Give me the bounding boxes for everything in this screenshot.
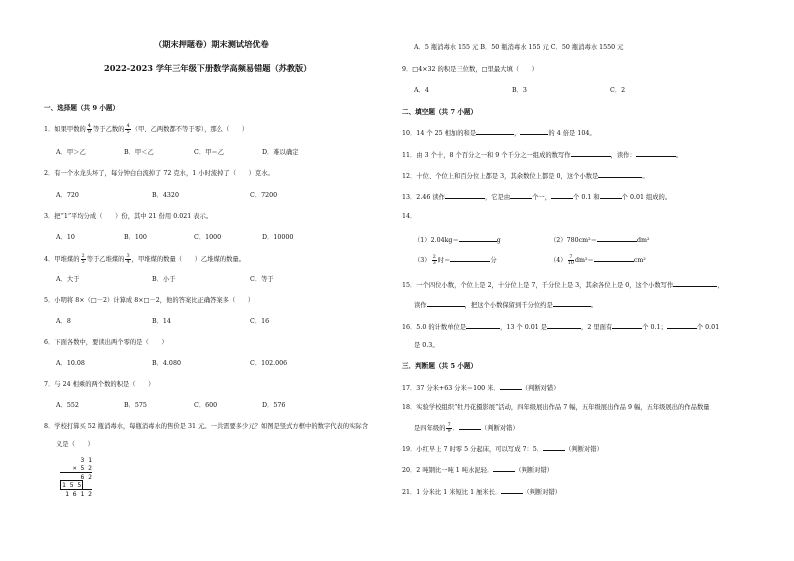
vertical-multiplication (60, 456, 92, 498)
q2-option-a[interactable]: A．720 (56, 192, 79, 199)
answer-blank[interactable] (476, 128, 514, 135)
q14-part-3: （3） $\frac{2}{3}$ 时＝ 分 (414, 254, 497, 266)
question-14: 14． (402, 213, 417, 220)
question-13: 13．2.46 读作 ，它是由 个一， 个 0.1 和 个 0.01 组成的。 (402, 194, 672, 201)
q5-option-b[interactable]: B．14 (152, 318, 171, 325)
calc-row-4-boxed: 1 5 5 (62, 481, 82, 489)
question-8-line1: 8．学校打算买 52 瓶消毒水，每瓶消毒水的售价是 31 元。一共需要多少元？如图是竖式方框中的数字代表的实际含 (44, 423, 368, 430)
question-18-line2: 是四年级的 $\frac{7}{9}$ ． （判断对错） (414, 422, 519, 434)
answer-blank[interactable] (450, 255, 490, 262)
answer-blank[interactable] (427, 300, 465, 307)
question-17: 17．37 分米+63 分米＝100 米． （判断对错） (402, 385, 560, 392)
q9-option-b[interactable]: B．3 (512, 87, 527, 94)
answer-blank[interactable] (594, 255, 634, 262)
question-15-line2: 读作 ，把这个小数保留到千分位约是 。 (414, 302, 598, 309)
question-15-line1: 15．一个四位小数，个位上是 2，十分位上是 7，千分位上是 3，其余各位上是 0，这个小数写作 ， (402, 282, 724, 289)
q5-option-a[interactable]: A．8 (56, 318, 71, 325)
answer-blank[interactable] (459, 423, 481, 430)
question-16-line1: 16．5.0 的计数单位是 ，13 个 0.01 是 ，2 里面有 个 0.1； 个 0.01 (402, 324, 720, 331)
answer-blank[interactable] (600, 192, 622, 199)
q9-option-c[interactable]: C．2 (610, 87, 626, 94)
page-subtitle: 2022-2023 学年三年级下册数学高频易错题（苏教版） (104, 63, 312, 73)
answer-blank[interactable] (520, 128, 548, 135)
q8-options[interactable]: A．5 瓶消毒水 155 元 B．50 瓶消毒水 155 元 C．50 瓶消毒水 1550 元 (414, 44, 624, 51)
question-7: 7．与 24 相乘的两个数的积是（ ） (44, 381, 155, 388)
question-18-line1: 18．实验学校组织“牡丹花摄影展”活动，四年级展出作品 7 幅，五年级展出作品 9 幅，五年级展出的作品数量 (402, 404, 710, 411)
q14-part-4: （4） $\frac{7}{10}$ dm²＝ cm² (550, 254, 646, 266)
question-19: 19．小红早上 7 时零 5 分起床，可以写成 7：5． （判断对错） (402, 446, 603, 453)
question-6: 6．下面各数中，要读出两个零的是（ ） (44, 339, 168, 346)
answer-blank[interactable] (667, 322, 697, 329)
q5-option-c[interactable]: C．16 (250, 318, 270, 325)
calc-row-3: 6 2 (60, 472, 92, 481)
section-choice-heading: 一、选择题（共 9 小题） (44, 104, 120, 112)
answer-blank[interactable] (500, 383, 522, 390)
answer-blank[interactable] (459, 235, 497, 242)
q1-text-a: 1．如果甲数的 (44, 126, 86, 133)
q1-text-c: （甲、乙两数都不等于零），那么（ ） (131, 126, 249, 133)
answer-blank[interactable] (551, 192, 573, 199)
q4-option-b[interactable]: B．小于 (152, 276, 176, 283)
fraction: $\frac{4}{9}$ (87, 123, 91, 135)
question-4 (44, 254, 245, 265)
q4-text-c: ，甲堆煤的数量（ ）乙堆煤的数量。 (131, 256, 245, 263)
answer-blank[interactable] (571, 150, 611, 157)
q6-option-a[interactable]: A．10.08 (56, 360, 85, 367)
q4-option-a[interactable]: A．大于 (56, 276, 80, 283)
question-1 (44, 124, 248, 135)
answer-blank[interactable] (636, 150, 676, 157)
q1-option-b[interactable]: B．甲＜乙 (124, 149, 154, 156)
answer-blank[interactable] (510, 192, 532, 199)
q6-option-c[interactable]: C．102.006 (250, 360, 288, 367)
q14-part-2: （2）780cm²＝ dm² (550, 237, 650, 244)
q7-option-b[interactable]: B．575 (124, 402, 147, 409)
q1-option-d[interactable]: D．难以确定 (262, 149, 299, 156)
q3-option-a[interactable]: A．10 (56, 234, 75, 241)
q6-option-b[interactable]: B．4.080 (152, 360, 181, 367)
question-21: 21．1 分米比 1 米短比 1 厘米长． （判断对错） (402, 489, 562, 496)
answer-blank[interactable] (501, 487, 523, 494)
fraction: $\frac{3}{4}$ (126, 253, 130, 265)
question-11: 11．由 3 个十，8 个百分之一和 9 个千分之一组成的数写作 ，读作： 。 (402, 152, 683, 159)
fraction: $\frac{7}{10}$ (567, 254, 574, 266)
q7-option-a[interactable]: A．552 (56, 402, 79, 409)
section-judge-heading: 三．判断题（共 5 小题） (402, 362, 478, 370)
fraction: $\frac{2}{3}$ (432, 254, 436, 266)
q7-option-c[interactable]: C．600 (194, 402, 218, 409)
calc-row-1: 3 1 (80, 456, 92, 464)
q4-text-a: 4．甲堆煤的 (44, 256, 80, 263)
q3-option-d[interactable]: D．10000 (262, 234, 294, 241)
calc-row-2: × 5 2 (72, 464, 92, 472)
question-8-line2: 义是（ ） (56, 441, 94, 448)
question-9: 9．□4×32 的积是三位数，□里最大填（ ） (402, 66, 538, 73)
q1-option-a[interactable]: A．甲＞乙 (56, 149, 86, 156)
answer-blank[interactable] (673, 280, 717, 287)
section-fill-heading: 二、填空题（共 7 小题） (402, 108, 478, 116)
calc-row-5: 1 6 1 2 (60, 489, 92, 498)
answer-blank[interactable] (547, 322, 581, 329)
q14-part-1: （1）2.04kg＝ g (414, 237, 501, 244)
q9-option-a[interactable]: A．4 (414, 87, 429, 94)
answer-blank[interactable] (466, 322, 500, 329)
fraction: $\frac{7}{9}$ (447, 422, 451, 434)
question-2: 2．有一个水龙头坏了，每分钟白白流掉了 72 克水，1 小时流掉了（ ）克水。 (44, 170, 274, 177)
q2-option-c[interactable]: C．7200 (250, 192, 278, 199)
answer-blank[interactable] (612, 322, 642, 329)
answer-blank[interactable] (598, 171, 642, 178)
fraction: $\frac{2}{5}$ (81, 253, 85, 265)
answer-blank[interactable] (543, 444, 565, 451)
answer-blank[interactable] (445, 192, 485, 199)
q4-text-b: 等于乙堆煤的 (86, 256, 125, 263)
answer-blank[interactable] (553, 300, 591, 307)
question-10: 10．14 个 25 相加的和是 ， 的 4 倍是 104。 (402, 130, 596, 137)
answer-blank[interactable] (493, 465, 515, 472)
q1-option-c[interactable]: C．甲＝乙 (194, 149, 225, 156)
question-12: 12．十位、个位上和百分位上都是 3，其余数位上都是 0，这个小数是 。 (402, 173, 649, 180)
fraction: $\frac{4}{5}$ (126, 123, 130, 135)
question-5: 5．小明将 8×（□－2）计算成 8×□－2，他的答案比正确答案多（ ） (44, 297, 255, 304)
question-20: 20．2 吨钢比一吨 1 吨水泥轻． （判断对错） (402, 467, 554, 474)
question-16-line2: 是 0.3。 (414, 342, 439, 349)
page-title: （期末押题卷）期末测试培优卷 (154, 39, 269, 49)
q1-text-b: 等于乙数的 (92, 126, 125, 133)
q7-option-d[interactable]: D．576 (262, 402, 286, 409)
q2-option-b[interactable]: B．4320 (152, 192, 179, 199)
question-3: 3．把“1”平均分成（ ）份，其中 21 份用 0.021 表示。 (44, 213, 213, 220)
q4-option-c[interactable]: C．等于 (250, 276, 274, 283)
q3-option-b[interactable]: B．100 (124, 234, 147, 241)
answer-blank[interactable] (597, 235, 637, 242)
q3-option-c[interactable]: C．1000 (194, 234, 222, 241)
